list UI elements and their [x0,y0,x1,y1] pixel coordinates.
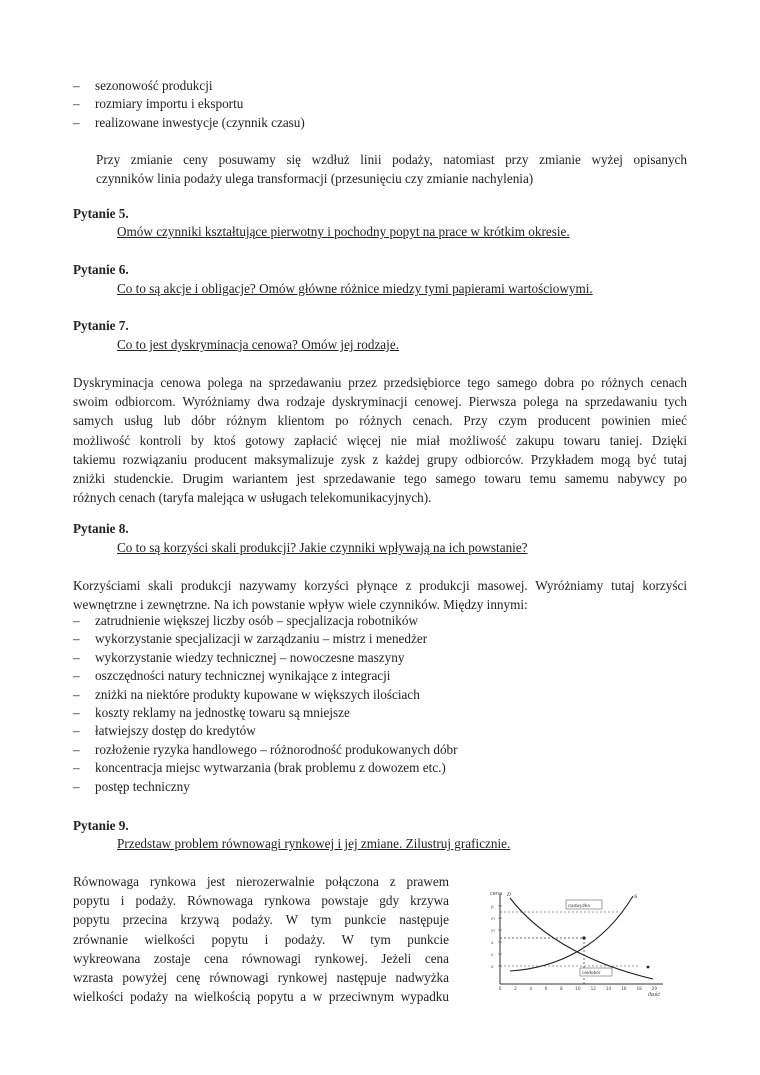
x-tick-labels [499,986,658,991]
x-tick-label: 14 [605,986,612,991]
question-6-label: Pytanie 6. [73,262,129,277]
question-8-text: Co to są korzyści skali produkcji? Jakie czynniki wpływają na ich powstanie? [117,540,528,555]
svg-text:m: m [491,916,495,921]
x-tick-label: 10 [575,986,581,991]
x-tick-label: 8 [560,986,563,991]
svg-text:m: m [491,928,495,933]
shortage-endpoint [647,966,650,969]
x-tick-label: 12 [590,986,596,991]
x-tick-label: 0 [498,986,502,991]
list-item: – zatrudnienie większej liczby osób – specjalizacja robotników [73,613,418,628]
x-tick-label: 20 [651,986,658,991]
surplus-label: nadwyżka [568,904,590,909]
question-9-text: Przedstaw problem równowagi rynkowej i jej zmiane. Zilustruj graficznie. [117,836,511,851]
question-9-label: Pytanie 9. [73,818,129,833]
question-7-text: Co to jest dyskryminacja cenowa? Omów jej rodzaje. [117,337,399,352]
list-item: – sezonowość produkcji [73,78,213,93]
x-tick-label: 18 [636,986,642,991]
question-5-text: Omów czynniki kształtujące pierwotny i pochodny popyt na prace w krótkim okresie. [117,224,570,239]
list-item: – postęp techniczny [73,778,190,794]
svg-text:a: a [491,940,494,945]
y-tick-labels [490,904,495,969]
list-item: – realizowane inwestycje (czynnik czasu) [73,114,305,130]
question-7-label: Pytanie 7. [73,318,129,333]
list-item: – oszczędności natury technicznej wynikające z integracji [73,668,391,684]
svg-text:p: p [491,904,494,909]
list-item: – wykorzystanie wiedzy technicznej – nowoczesne maszyny [73,649,405,665]
curve-s-label: S [634,894,638,900]
list-item: – koncentracja miejsc wytwarzania (brak problemu z dowozem etc.) [73,760,446,776]
shortage-label: niedobór [582,970,601,975]
question-8-label: Pytanie 8. [73,521,129,536]
list-scale-factors [73,612,458,796]
list-item: – koszty reklamy na jednostkę towaru są mniejsze [73,705,350,721]
paragraph-price-discrimination: Dyskryminacja cenowa polega na sprzedawaniu przez przedsiębiorce tego samego dobra po różnych cenach swoim odbiorcom. Wyróżniamy dwa rodzaje dyskryminacji cenowej. Pierwsza polega na sprzedawaniu tych samych usług lub dóbr różnym klientom po różnych cenach. Przy czym producent powinien mieć możliwość kontroli by ktoś gotowy zapłacić więcej nie miał możliwość zakupu towaru taniej. Dzięki takiemu rozwiązaniu producent maksymalizuje zysk z każdej grupy odbiorców. Przykładem mogą być tutaj zniżki studenckie. Drugim wariantem jest sprzedawanie tego samego towaru temu samemu nabywcy po różnych cenach (taryfa malejąca w usługach telekomunikacyjnych). [73,375,687,506]
x-tick-label: 2 [514,986,517,991]
y-axis-label: cena [490,891,503,897]
paragraph-market-equilibrium: Równowaga rynkowa jest nierozerwalnie połączona z prawem popytu i podaży. Równowaga rynkowa powstaje gdy krzywa popytu przecina krzywą podaży. W tym punkcie następuje zrównanie wielkości popytu i podaży. W tym punkcie wykreowana zostaje cena równowagi rynkowej. Jeżeli cena wzrasta powyżej cenę równowagi rynkowej następuje nadwyżka wielkości podaży na wielkością popytu a w przeciwnym wypadku [73,874,449,1005]
svg-text:o: o [491,964,494,969]
svg-text:n: n [491,952,494,957]
list-item: – zniżki na niektóre produkty kupowane w większych ilościach [73,686,420,702]
paragraph-economies-of-scale: Korzyściami skali produkcji nazywamy korzyści płynące z produkcji masowej. Wyróżniamy tutaj korzyści wewnętrzne i zewnętrzne. Na ich powstanie wpływ wiele czynników. Między innymi: [73,578,687,613]
list-item: – łatwiejszy dostęp do kredytów [73,723,256,739]
x-tick-label: 16 [621,986,627,991]
x-axis-label: ilość [648,992,661,998]
question-5-label: Pytanie 5. [73,206,129,221]
list-production-factors [73,77,305,132]
x-tick-label: 6 [544,986,548,991]
paragraph-supply-line: Przy zmianie ceny posuwamy się wzdłuż linii podaży, natomiast przy zmianie wyżej opisanych czynników linia podaży ulega transformacji (przesunięciu czy zmianie nachylenia) [96,152,687,187]
question-6-text: Co to są akcje i obligacje? Omów główne różnice miedzy tymi papierami wartościowymi. [117,281,593,296]
x-tick-label: 4 [529,986,533,991]
equilibrium-point [582,936,585,939]
list-item: – rozłożenie ryzyka handlowego – różnorodność produkowanych dóbr [73,741,458,757]
curve-d-label: D [507,892,512,898]
list-item: – rozmiary importu i eksportu [73,96,244,112]
supply-demand-figure [488,886,668,998]
demand-curve [510,898,653,979]
list-item: – wykorzystanie specjalizacji w zarządzaniu – mistrz i menedżer [73,631,428,647]
